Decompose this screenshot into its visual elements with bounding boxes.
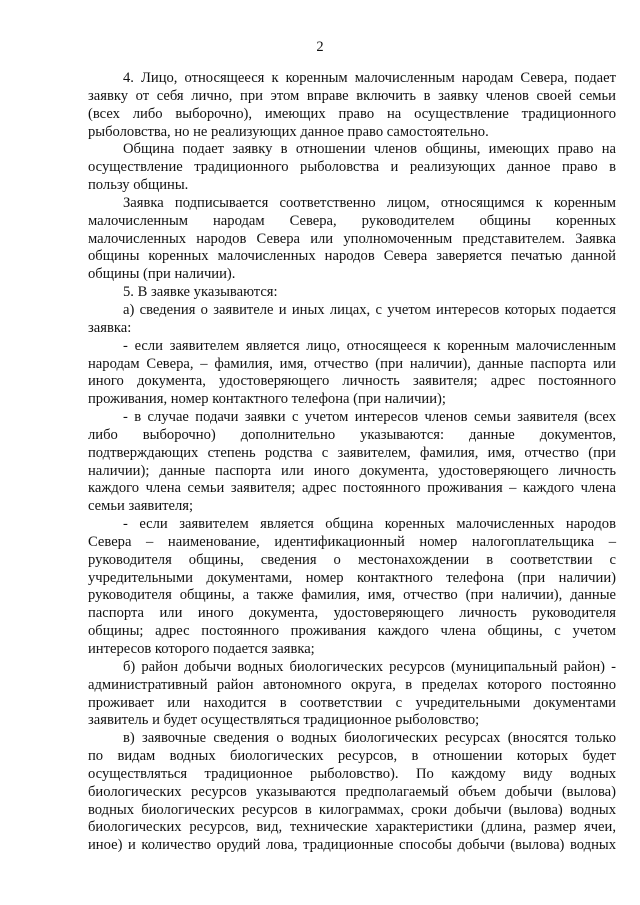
document-body xyxy=(88,70,616,855)
text-line: административный район автономного округа, в пределах которого постоянно xyxy=(88,676,616,693)
text-line: пользу общины. xyxy=(88,177,189,194)
text-line: народам Севера, – фамилия, имя, отчество (при наличии), данные паспорта или xyxy=(88,355,616,372)
text-line: проживания, номер контактного телефона (при наличии); xyxy=(88,391,446,408)
text-line: подтверждающих степень родства с заявителем, фамилия, имя, отчество (при xyxy=(88,444,616,461)
text-line: иного документа, удостоверяющего личность заявителя; адрес постоянного xyxy=(88,373,616,390)
text-line: каждого члена семьи заявителя; адрес постоянного проживания – каждого члена xyxy=(88,480,616,497)
text-line: руководителя общины, а также фамилия, имя, отчество (при наличии), данные xyxy=(88,587,616,604)
text-line: семьи заявителя; xyxy=(88,498,194,515)
text-line: 5. В заявке указываются: xyxy=(123,284,278,301)
paragraph-item-v xyxy=(88,730,616,855)
text-line: - в случае подачи заявки с учетом интересов членов семьи заявителя (всех xyxy=(123,409,616,426)
text-line: б) район добычи водных биологических ресурсов (муниципальный район) - xyxy=(123,658,616,675)
text-line: руководителя общины, сведения о местонахождении в соответствии с xyxy=(88,551,616,568)
paragraph-item-a xyxy=(88,302,616,338)
text-line: а) сведения о заявителе и иных лицах, с учетом интересов которых подается xyxy=(123,301,616,318)
paragraph-community-application xyxy=(88,141,616,195)
text-line: в) заявочные сведения о водных биологических ресурсах (вносятся только xyxy=(123,730,616,747)
text-line: биологических ресурсов, вид, технические характеристики (длина, размер ячеи, xyxy=(88,819,616,836)
paragraph-applicant-individual xyxy=(88,70,616,141)
paragraph-bullet-community xyxy=(88,516,616,659)
text-line: малочисленных народов Севера или уполномоченным представителем. Заявка xyxy=(88,230,616,247)
text-line: заявка: xyxy=(88,319,132,336)
text-line: - если заявителем является община коренных малочисленных народов xyxy=(123,516,616,533)
text-line: заявку от себя лично, при этом вправе включить в заявку членов своей семьи xyxy=(88,87,616,104)
text-line: общины коренных малочисленных народов Севера заверяется печатью данной xyxy=(88,248,616,265)
text-line: по видам водных биологических ресурсов, в отношении которых будет xyxy=(88,748,616,765)
text-line: Заявка подписывается соответственно лицом, относящимся к коренным xyxy=(123,194,616,211)
text-line: проживает или находится в соответствии с учредительными документами xyxy=(88,694,616,711)
paragraph-signature xyxy=(88,195,616,284)
text-line: иное) и количество орудий лова, традиционные способы добычи (вылова) водных xyxy=(88,837,616,854)
text-line: - если заявителем является лицо, относящееся к коренным малочисленным xyxy=(123,337,616,354)
paragraph-bullet-family xyxy=(88,409,616,516)
text-line: Община подает заявку в отношении членов общины, имеющих право на xyxy=(123,141,616,158)
text-line: интересов которого подается заявка; xyxy=(88,641,315,657)
text-line: осуществление традиционного рыболовства и реализующих данное право в xyxy=(88,159,616,176)
text-line: (всех либо выборочно), имеющих право на осуществление традиционного xyxy=(88,105,616,122)
text-line: паспорта или иного документа, удостоверяющего личность руководителя xyxy=(88,605,616,622)
text-line: 4. Лицо, относящееся к коренным малочисленным народам Севера, подает xyxy=(123,70,616,86)
text-line: наличии); данные паспорта или иного документа, удостоверяющего личность xyxy=(88,462,616,479)
text-line: осуществляться традиционное рыболовство). По каждому виду водных xyxy=(88,765,616,782)
text-line: малочисленным народам Севера, руководителем общины коренных xyxy=(88,212,616,229)
text-line: общины; адрес постоянного проживания каждого члена общины, с учетом xyxy=(88,623,616,640)
paragraph-bullet-individual xyxy=(88,338,616,409)
text-line: учредительными документами, номер контактного телефона (при наличии) xyxy=(88,569,616,586)
paragraph-section-5-heading xyxy=(88,284,616,302)
text-line: заявитель и будет осуществляться традиционное рыболовство; xyxy=(88,712,480,729)
page-number: 2 xyxy=(316,39,324,55)
text-line: рыболовства, но не реализующих данное право самостоятельно. xyxy=(88,123,489,140)
paragraph-item-b xyxy=(88,659,616,730)
text-line: либо выборочно) дополнительно указываются: данные документов, xyxy=(88,426,616,443)
text-line: водных биологических ресурсов в килограммах, сроки добычи (вылова) водных xyxy=(88,801,616,818)
text-line: Севера – наименование, идентификационный номер налогоплательщика – xyxy=(88,533,616,550)
text-line: общины (при наличии). xyxy=(88,266,236,283)
text-line: биологических ресурсов указываются предполагаемый объем добычи (вылова) xyxy=(88,783,616,800)
